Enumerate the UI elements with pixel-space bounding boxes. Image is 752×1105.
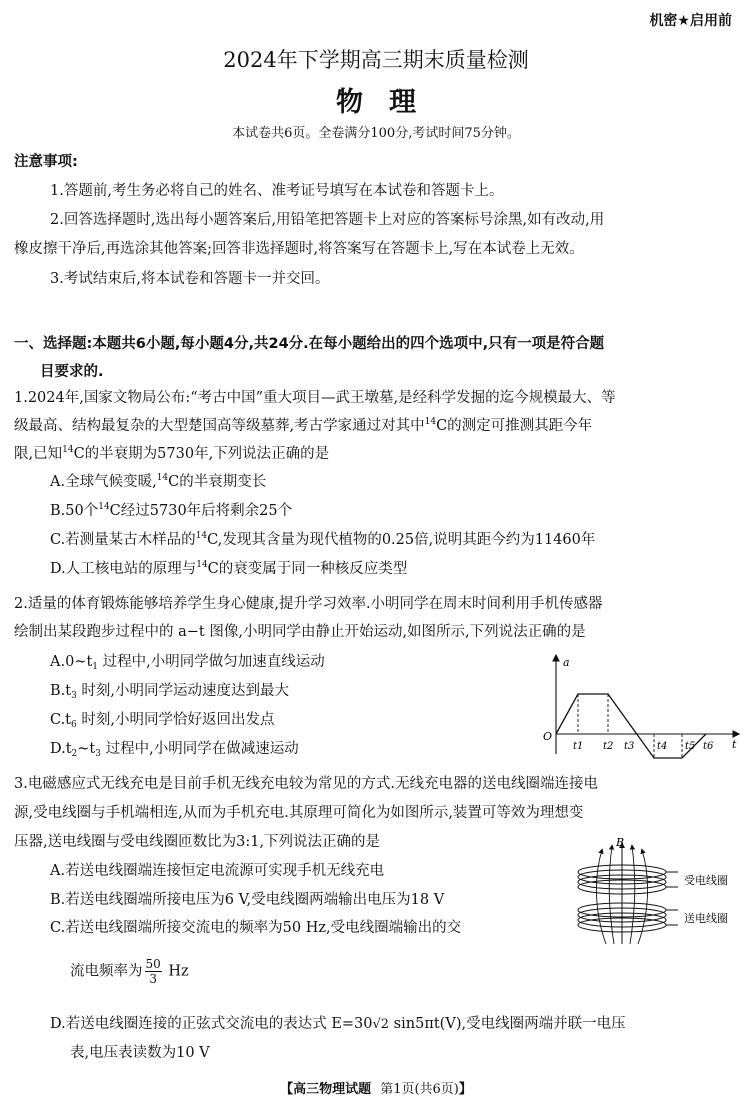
field-line-left-inner xyxy=(609,846,614,944)
origin-label: O xyxy=(543,730,553,743)
q3-option-b: B.若送电线圈端所接电压为6 V,受电线圈两端输出电压为18 V xyxy=(50,892,445,908)
acceleration-time-graph xyxy=(536,652,742,760)
field-line-left-outer xyxy=(596,850,606,944)
q2-option-a: $A.0\sim t_1$ 过程中,小明同学做匀加速直线运动 xyxy=(50,654,325,672)
q1-option-b: B.50个$^{14}$C经过5730年后将剩余25个 xyxy=(50,502,293,519)
q3-option-c-cont: 流电频率为 $\frac{50}{3}$ Hz xyxy=(70,957,189,986)
q2-option-c: $C.t_6$ 时刻,小明同学恰好返回出发点 xyxy=(50,712,275,730)
notice-item-3: 3.考试结束后,将本试卷和答题卡一并交回。 xyxy=(50,271,330,287)
q3-line-2: 源,受电线圈与手机端相连,从而为手机充电.其原理可简化为如图所示,装置可等效为理想变 xyxy=(14,805,584,821)
notice-item-1: 1.答题前,考生务必将自己的姓名、准考证号填写在本试卷和答题卡上。 xyxy=(50,183,504,199)
section-heading: 一、选择题:本题共6小题,每小题4分,共24分.在每小题给出的四个选项中,只有一项是符合题 xyxy=(14,336,605,352)
field-line-right-inner xyxy=(630,846,635,944)
q1-option-c: C.若测量某古木样品的$^{14}$C,发现其含量为现代植物的0.25倍,说明其距今约为11460年 xyxy=(50,531,596,548)
notice-heading: 注意事项: xyxy=(14,154,78,170)
exam-info: 本试卷共6页。全卷满分100分,考试时间75分钟。 xyxy=(232,126,520,141)
tick-t2: t2 xyxy=(603,741,614,752)
subject-title: 物理 xyxy=(336,87,442,118)
tick-t4: t4 xyxy=(657,741,668,752)
q1-option-a: A.全球气候变暖,$^{14}$C的半衰期变长 xyxy=(50,473,267,490)
tick-t1: t1 xyxy=(573,741,584,752)
field-label: B xyxy=(616,836,625,849)
receiving-coil xyxy=(578,865,678,894)
q2-option-b: $B.t_3$ 时刻,小明同学运动速度达到最大 xyxy=(50,683,290,701)
sending-coil xyxy=(578,903,678,932)
tick-t3: t3 xyxy=(624,741,635,752)
page-footer: 【高三物理试题 第1页(共6页)】 xyxy=(280,1082,472,1097)
t-axis-label: t xyxy=(732,738,737,751)
q3-option-d-cont: 表,电压表读数为10 V xyxy=(70,1045,210,1061)
q1-line-3: 限,已知$^{14}$C的半衰期为5730年,下列说法正确的是 xyxy=(14,445,330,462)
q2-option-d: $D.t_2\sim t_3$ 过程中,小明同学在做减速运动 xyxy=(50,741,299,759)
a-axis-label: a xyxy=(563,656,570,669)
fraction-50-over-3: $\frac{50}{3}$ xyxy=(145,957,161,986)
wireless-charging-coil-figure xyxy=(570,836,746,948)
exam-title: 2024年下学期高三期末质量检测 xyxy=(223,48,529,72)
q3-option-a: A.若送电线圈端连接恒定电流源可实现手机无线充电 xyxy=(50,863,385,879)
q2-line-1: 2.适量的体育锻炼能够培养学生身心健康,提升学习效率.小明同学在周末时间利用手机传感器 xyxy=(14,596,603,612)
tick-t5: t5 xyxy=(685,741,696,752)
section-heading-cont: 目要求的. xyxy=(40,364,104,380)
q1-line-2: 级最高、结构最复杂的大型楚国高等级墓葬,考古学家通过对其中$^{14}$C的测定可推测其距今年 xyxy=(14,417,593,434)
field-line-right-outer xyxy=(638,850,648,944)
q2-line-2: 绘制出某段跑步过程中的 a−t 图像,小明同学由静止开始运动,如图所示,下列说法正确的是 xyxy=(14,624,586,640)
q1-option-d: D.人工核电站的原理与$^{14}$C的衰变属于同一种核反应类型 xyxy=(50,560,408,577)
notice-item-2: 2.回答选择题时,选出每小题答案后,用铅笔把答题卡上对应的答案标号涂黑,如有改动,用 xyxy=(50,212,605,228)
q3-line-1: 3.电磁感应式无线充电是目前手机无线充电较为常见的方式.无线充电器的送电线圈端连接电 xyxy=(14,776,598,792)
receiving-coil-label: 受电线圈 xyxy=(684,874,728,887)
q1-line-1: 1.2024年,国家文物局公布:“考古中国”重大项目—武王墩墓,是经科学发掘的迄今规模最大、等 xyxy=(14,390,616,406)
tick-t6: t6 xyxy=(703,741,714,752)
confidential-mark: 机密★启用前 xyxy=(649,13,732,29)
sending-coil-label: 送电线圈 xyxy=(684,912,728,925)
q3-line-3: 压器,送电线圈与受电线圈匝数比为3:1,下列说法正确的是 xyxy=(14,834,381,850)
q3-option-c: C.若送电线圈端所接交流电的频率为50 Hz,受电线圈端输出的交 xyxy=(50,920,462,936)
notice-item-2-cont: 橡皮擦干净后,再选涂其他答案;回答非选择题时,将答案写在答题卡上,写在本试卷上无效。 xyxy=(14,241,584,257)
q3-option-d: D.若送电线圈连接的正弦式交流电的表达式 E=30√2 sin5πt(V),受电线圈两端并联一电压 xyxy=(50,1016,626,1032)
